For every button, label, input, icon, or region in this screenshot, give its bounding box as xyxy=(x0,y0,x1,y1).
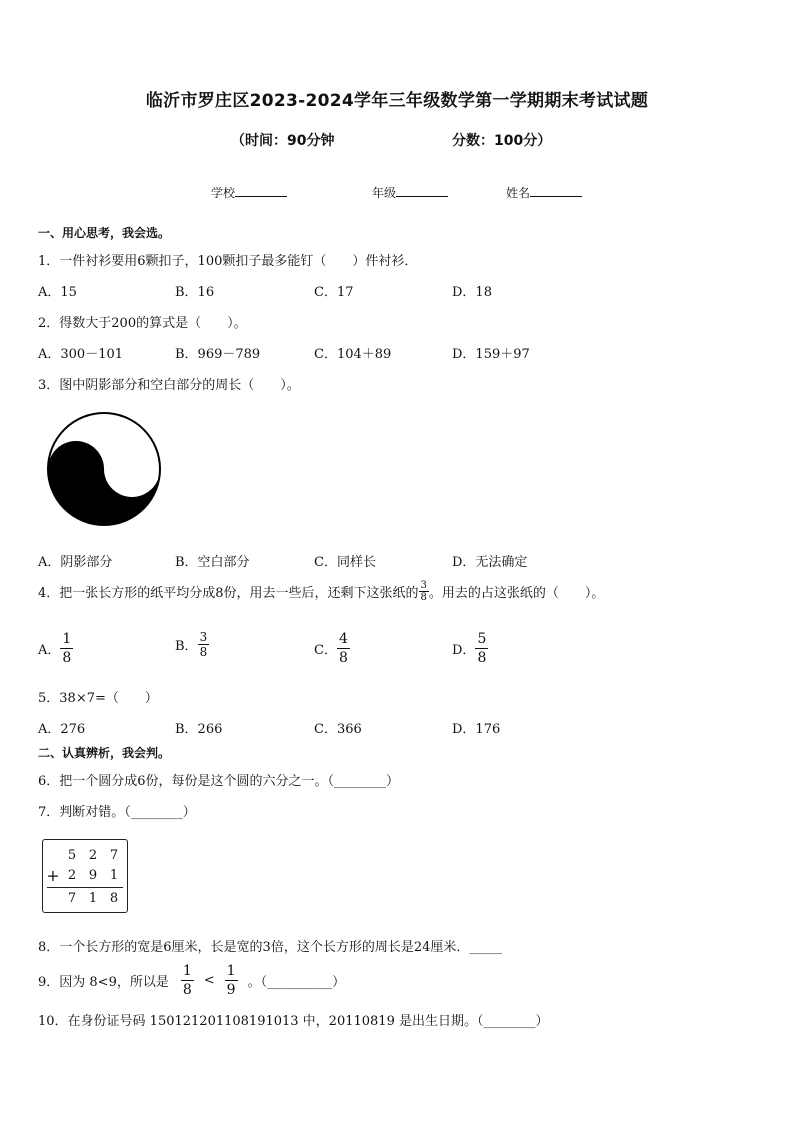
q4-option-c-fraction xyxy=(337,630,350,667)
section-1-title: 一、用心思考，我会选。 xyxy=(38,226,171,240)
q4-option-c-label: C． xyxy=(314,643,337,658)
q4-a-num: 1 xyxy=(62,631,72,647)
addend1-ones: 7 xyxy=(109,848,119,863)
exam-score: 分数：100分） xyxy=(452,133,552,149)
q4-b-num: 3 xyxy=(199,630,208,644)
q4-option-d[interactable] xyxy=(452,630,488,667)
sum-hundreds: 7 xyxy=(67,891,77,906)
q5-option-c[interactable]: C．366 xyxy=(314,722,362,737)
question-3: 3．图中阴影部分和空白部分的周长（ ）。 xyxy=(38,378,300,393)
q4-option-b[interactable] xyxy=(175,630,209,659)
question-5: 5．38×7=（ ） xyxy=(38,691,158,706)
exam-time: （时间：90分钟 xyxy=(231,133,335,149)
name-label: 姓名 xyxy=(506,186,531,200)
school-blank[interactable] xyxy=(235,183,287,197)
q2-option-b[interactable]: B．969－789 xyxy=(175,347,261,362)
q5-option-a[interactable]: A．276 xyxy=(38,722,86,737)
q4-c-den: 8 xyxy=(338,650,348,666)
question-7: 7．判断对错。（________） xyxy=(38,805,196,820)
q4-a-den: 8 xyxy=(62,650,72,666)
q9-f1-num: 1 xyxy=(182,963,192,979)
school-field xyxy=(211,183,287,201)
q4-text-after: 。用去的占这张纸的（ ）。 xyxy=(428,586,605,601)
addend1-tens: 2 xyxy=(88,848,98,863)
q4-frac-den: 8 xyxy=(420,592,427,603)
question-8: 8．一个长方形的宽是6厘米，长是宽的3倍，这个长方形的周长是24厘米．_____ xyxy=(38,940,502,955)
addend2-hundreds: 2 xyxy=(67,868,77,883)
q4-b-den: 8 xyxy=(199,645,208,659)
sum-line xyxy=(47,887,123,888)
question-1: 1．一件衬衫要用6颗扣子，100颗扣子最多能钉（ ）件衬衫． xyxy=(38,254,418,269)
q4-option-a-label: A． xyxy=(38,643,61,658)
q2-option-a[interactable]: A．300－101 xyxy=(38,347,124,362)
addend1-hundreds: 5 xyxy=(67,848,77,863)
plus-sign: + xyxy=(46,866,60,885)
q1-option-b[interactable]: B．16 xyxy=(175,285,215,300)
grade-label: 年级 xyxy=(372,186,397,200)
yin-yang-figure xyxy=(46,411,162,527)
q4-fraction xyxy=(419,580,429,603)
q2-option-d[interactable]: D．159＋97 xyxy=(452,347,530,362)
name-field xyxy=(506,183,582,201)
section-2-title: 二、认真辨析，我会判。 xyxy=(38,746,171,760)
q2-option-c[interactable]: C．104＋89 xyxy=(314,347,392,362)
q4-frac-num: 3 xyxy=(420,580,427,591)
q3-option-d[interactable]: D．无法确定 xyxy=(452,555,528,570)
addend2-ones: 1 xyxy=(109,868,119,883)
q5-option-b[interactable]: B．266 xyxy=(175,722,223,737)
q9-prefix: 9．因为 8<9，所以是 xyxy=(38,975,169,990)
q9-suffix: 。（__________） xyxy=(247,975,346,990)
exam-title: 临沂市罗庄区2023-2024学年三年级数学第一学期期末考试试题 xyxy=(145,91,649,111)
vertical-addition-box xyxy=(42,839,128,913)
q4-option-d-label: D． xyxy=(452,643,476,658)
q9-compare: < xyxy=(203,973,215,988)
q3-option-b[interactable]: B．空白部分 xyxy=(175,555,250,570)
q4-d-den: 8 xyxy=(477,650,487,666)
q9-fraction-1 xyxy=(181,962,194,999)
addend2-tens: 9 xyxy=(88,868,98,883)
name-blank[interactable] xyxy=(530,183,582,197)
question-6: 6．把一个圆分成6份，每份是这个圆的六分之一。（________） xyxy=(38,774,400,789)
q9-f2-den: 9 xyxy=(226,982,236,998)
q4-option-a-fraction xyxy=(60,630,73,667)
q3-option-c[interactable]: C．同样长 xyxy=(314,555,376,570)
question-4 xyxy=(38,580,604,603)
q9-f1-den: 8 xyxy=(182,982,192,998)
sum-tens: 1 xyxy=(88,891,98,906)
q4-option-a[interactable] xyxy=(38,630,73,667)
question-2: 2．得数大于200的算式是（ ）。 xyxy=(38,316,247,331)
q9-fraction-2 xyxy=(225,962,238,999)
q4-c-num: 4 xyxy=(338,631,348,647)
grade-field xyxy=(372,183,448,201)
q4-option-c[interactable] xyxy=(314,630,350,667)
grade-blank[interactable] xyxy=(396,183,448,197)
q3-option-a[interactable]: A．阴影部分 xyxy=(38,555,113,570)
q4-text-before: 4．把一张长方形的纸平均分成8份，用去一些后，还剩下这张纸的 xyxy=(38,586,419,601)
sum-ones: 8 xyxy=(109,891,119,906)
school-label: 学校 xyxy=(211,186,236,200)
q9-f2-num: 1 xyxy=(226,963,236,979)
q4-option-b-label: B． xyxy=(175,639,198,654)
question-9 xyxy=(38,962,345,999)
q1-option-c[interactable]: C．17 xyxy=(314,285,354,300)
q5-option-d[interactable]: D．176 xyxy=(452,722,501,737)
question-10: 10．在身份证号码 150121201108191013 中，20110819 是出生日期。（________） xyxy=(38,1014,549,1029)
q4-option-d-fraction xyxy=(475,630,488,667)
q1-option-d[interactable]: D．18 xyxy=(452,285,492,300)
q4-option-b-fraction xyxy=(198,630,210,659)
q4-d-num: 5 xyxy=(477,631,487,647)
q1-option-a[interactable]: A．15 xyxy=(38,285,77,300)
